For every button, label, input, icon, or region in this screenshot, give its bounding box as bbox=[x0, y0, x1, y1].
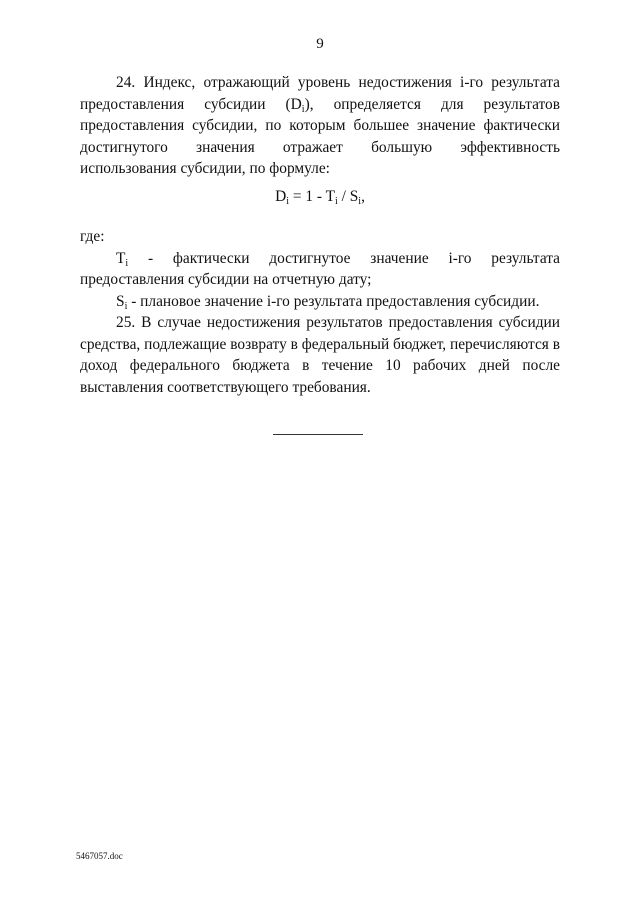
s-symbol-sub: i bbox=[124, 300, 128, 312]
item-24-subscript: i bbox=[301, 103, 305, 115]
formula-lhs-sub: i bbox=[286, 196, 289, 207]
item-24-block bbox=[80, 72, 560, 180]
s-definition bbox=[80, 291, 560, 313]
formula-end: , bbox=[361, 188, 365, 205]
item-25-paragraph: 25. В случае недостижения результатов предоставления субсидии средства, подлежащие возврату в федеральный бюджет, перечисляются в доход федерального бюджета в течение 10 рабочих дней после выставления соответствующего требования. bbox=[80, 314, 560, 396]
item-24-text: 24. Индекс, отражающий уровень недостижения i-го результата предоставления субсидии (D bbox=[80, 74, 560, 113]
where-label: где: bbox=[80, 228, 105, 245]
formula-lhs: D bbox=[275, 188, 287, 205]
t-description: - фактически достигнутое значение i-го результата предоставления субсидии на отчетную дату; bbox=[80, 249, 560, 288]
page-number: 9 bbox=[316, 36, 324, 52]
item-24-text-end: ), определяется для результатов предоставления субсидии, по которым большее значение фактически достигнутого значения отражает большую эффективность использования субсидии, по формуле: bbox=[80, 95, 560, 177]
formula-slash: / S bbox=[337, 188, 359, 205]
formula-mid: = 1 - T bbox=[288, 188, 335, 205]
formula-s-sub: i bbox=[358, 196, 362, 207]
definitions-block bbox=[80, 226, 560, 398]
s-description: - плановое значение i-го результата предоставления субсидии. bbox=[127, 292, 540, 310]
t-symbol-sub: i bbox=[125, 257, 129, 269]
s-symbol: S bbox=[116, 292, 125, 310]
end-divider bbox=[273, 434, 363, 435]
formula bbox=[0, 188, 640, 206]
item-24-paragraph bbox=[80, 72, 560, 180]
formula-t-sub: i bbox=[334, 196, 338, 207]
footer-file-name: 5467057.doc bbox=[76, 851, 123, 861]
t-definition bbox=[80, 248, 560, 291]
t-symbol: T bbox=[116, 249, 126, 267]
